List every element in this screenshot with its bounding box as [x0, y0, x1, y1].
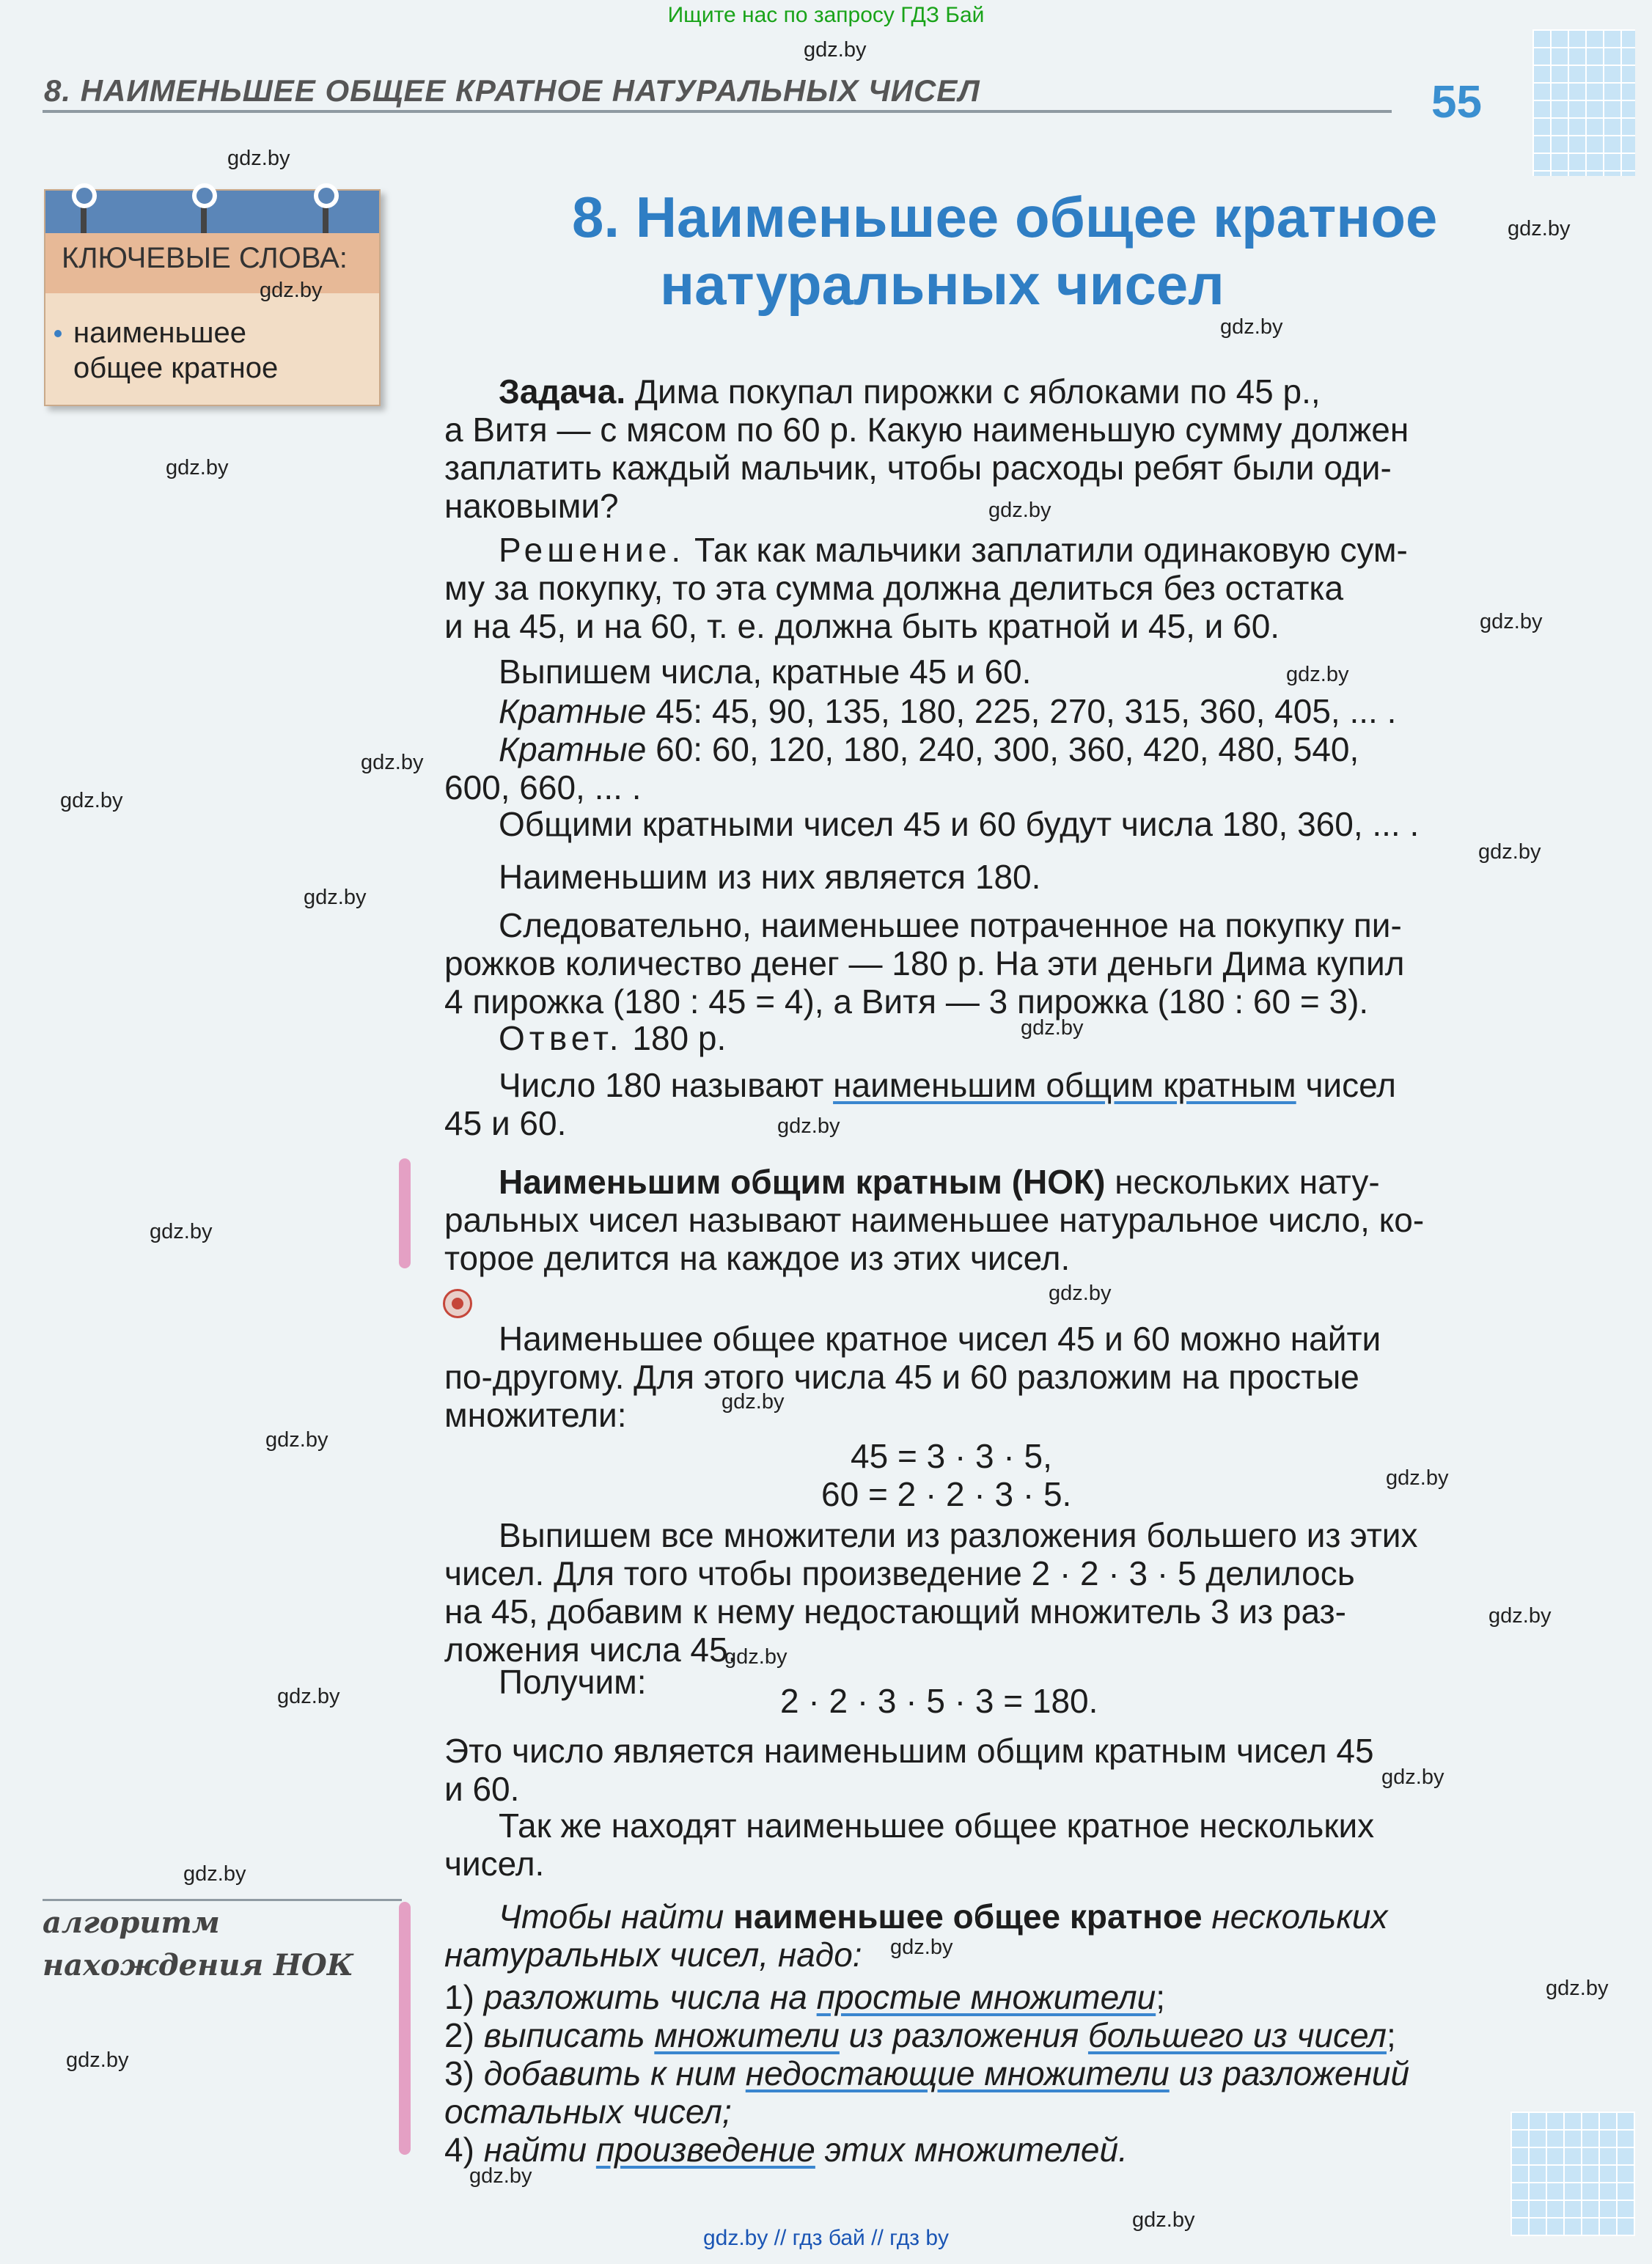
algorithm-rule	[43, 1899, 402, 1901]
watermark: gdz.by	[183, 1862, 246, 1886]
solution-line: Выпишем числа, кратные 45 и 60.	[499, 653, 1032, 691]
algorithm-intro: натуральных чисел, надо:	[444, 1936, 862, 1974]
result-line: чисел.	[444, 1845, 545, 1883]
conclusion-line: 4 пирожка (180 : 45 = 4), а Витя — 3 пирожка (180 : 60 = 3).	[444, 982, 1369, 1021]
definition-line: Наименьшим общим кратным (НОК) нескольких нату-	[499, 1163, 1380, 1201]
watermark: gdz.by	[988, 499, 1051, 522]
grid-decoration-bottom	[1510, 2112, 1635, 2236]
watermark: gdz.by	[1021, 1016, 1084, 1040]
bottom-banner[interactable]: gdz.by // гдз бай // гдз by	[702, 2226, 950, 2250]
watermark: gdz.by	[1386, 1466, 1449, 1490]
definition-marker	[399, 1158, 411, 1268]
top-banner: Ищите нас по запросу ГДЗ Бай	[667, 3, 985, 27]
watermark: gdz.by	[804, 38, 867, 62]
watermark: gdz.by	[777, 1114, 840, 1138]
result-line: и 60.	[444, 1770, 520, 1808]
watermark: gdz.by	[227, 147, 290, 170]
algorithm-step-2: 2) выписать множители из разложения большего из чисел;	[444, 2016, 1396, 2054]
watermark: gdz.by	[1220, 315, 1283, 339]
target-icon	[443, 1289, 472, 1318]
ring-icon	[192, 183, 217, 208]
definition-line: торое делится на каждое из этих чисел.	[444, 1239, 1071, 1277]
watermark: gdz.by	[1546, 1977, 1609, 2000]
task-line: Задача. Дима покупал пирожки с яблоками по 45 р.,	[499, 372, 1321, 411]
watermark: gdz.by	[469, 2164, 532, 2188]
definition-line: ральных чисел называют наименьшее натуральное число, ко-	[444, 1201, 1425, 1239]
multiples-60-cont: 600, 660, ... .	[444, 768, 642, 806]
watermark: gdz.by	[1381, 1765, 1444, 1789]
algorithm-marker	[399, 1902, 411, 2155]
solution-line: и на 45, и на 60, т. е. должна быть кратной и 45, и 60.	[444, 607, 1280, 645]
algorithm-step-3: 3) добавить к ним недостающие множители из разложений	[444, 2054, 1410, 2092]
bullet-icon	[54, 330, 62, 337]
method-line: на 45, добавим к нему недостающий множитель 3 из раз-	[444, 1592, 1346, 1631]
watermark: gdz.by	[304, 886, 367, 909]
solution-line: му за покупку, то эта сумма должна делиться без остатка	[444, 569, 1344, 607]
method-line: чисел. Для того чтобы произведение 2 · 2 · 3 · 5 делилось	[444, 1554, 1355, 1592]
factorization-60: 60 = 2 · 2 · 3 · 5.	[821, 1475, 1072, 1513]
watermark: gdz.by	[722, 1390, 785, 1414]
algorithm-step-3-cont: остальных чисел;	[444, 2092, 732, 2131]
named-line: Число 180 называют наименьшим общим кратным чисел	[499, 1066, 1397, 1104]
solution-line: Решение. Так как мальчики заплатили одинаковую сум-	[499, 531, 1408, 569]
watermark: gdz.by	[150, 1220, 213, 1243]
keywords-title: КЛЮЧЕВЫЕ СЛОВА:	[62, 242, 348, 274]
result-line: Так же находят наименьшее общее кратное нескольких	[499, 1807, 1375, 1845]
algorithm-label: алгоритм нахождения НОК	[43, 1905, 354, 1982]
multiples-45: Кратные 45: 45, 90, 135, 180, 225, 270, 315, 360, 405, ... .	[499, 692, 1397, 730]
header-rule	[43, 110, 1392, 113]
result-line: Это число является наименьшим общим кратным чисел 45	[444, 1732, 1374, 1770]
method-line: множители:	[444, 1396, 627, 1434]
page-number: 55	[1431, 77, 1482, 128]
ring-icon	[314, 183, 339, 208]
method-line: Выпишем все множители из разложения большего из этих	[499, 1516, 1418, 1554]
common-multiples: Общими кратными чисел 45 и 60 будут числа 180, 360, ... .	[499, 805, 1420, 843]
conclusion-line: рожков количество денег — 180 р. На эти деньги Дима купил	[444, 944, 1405, 982]
watermark: gdz.by	[277, 1685, 340, 1708]
algorithm-step-4: 4) найти произведение этих множителей.	[444, 2131, 1128, 2169]
task-line: а Витя — с мясом по 60 р. Какую наименьшую сумму должен	[444, 411, 1409, 449]
watermark: gdz.by	[1132, 2208, 1195, 2232]
factorization-45: 45 = 3 · 3 · 5,	[851, 1437, 1052, 1475]
chapter-title: 8. Наименьшее общее кратное натуральных чисел	[572, 185, 1438, 317]
watermark: gdz.by	[265, 1428, 328, 1452]
keyword-item: наименьшее общее кратное	[73, 317, 279, 384]
watermark: gdz.by	[890, 1936, 953, 1959]
watermark: gdz.by	[724, 1645, 788, 1669]
method-line: по-другому. Для этого числа 45 и 60 разложим на простые	[444, 1358, 1359, 1396]
grid-decoration-top	[1532, 29, 1635, 176]
keywords-box	[44, 189, 381, 406]
ring-icon	[72, 183, 97, 208]
watermark: gdz.by	[1480, 610, 1543, 633]
running-head: 8. НАИМЕНЬШЕЕ ОБЩЕЕ КРАТНОЕ НАТУРАЛЬНЫХ ЧИСЕЛ	[44, 73, 980, 108]
product-equation: 2 · 2 · 3 · 5 · 3 = 180.	[780, 1682, 1098, 1720]
watermark: gdz.by	[1488, 1604, 1552, 1628]
method-line: ложения числа 45.	[444, 1631, 738, 1669]
algorithm-intro: Чтобы найти наименьшее общее кратное нескольких	[499, 1897, 1388, 1936]
conclusion-line: Следовательно, наименьшее потраченное на покупку пи-	[499, 906, 1402, 944]
multiples-60: Кратные 60: 60, 120, 180, 240, 300, 360, 420, 480, 540,	[499, 730, 1359, 768]
watermark: gdz.by	[1049, 1282, 1112, 1305]
answer: Ответ. 180 р.	[499, 1019, 727, 1057]
watermark: gdz.by	[1508, 217, 1571, 240]
algorithm-step-1: 1) разложить числа на простые множители;	[444, 1978, 1165, 2016]
watermark: gdz.by	[260, 279, 323, 302]
watermark: gdz.by	[1286, 663, 1349, 686]
task-line: заплатить каждый мальчик, чтобы расходы ребят были оди-	[444, 449, 1392, 487]
method-line: Получим:	[499, 1663, 647, 1701]
method-line: Наименьшее общее кратное чисел 45 и 60 можно найти	[499, 1320, 1381, 1358]
watermark: gdz.by	[60, 789, 123, 812]
watermark: gdz.by	[1478, 840, 1541, 864]
named-line: 45 и 60.	[444, 1104, 567, 1142]
task-line: наковыми?	[444, 487, 619, 525]
watermark: gdz.by	[166, 456, 229, 479]
least-multiple: Наименьшим из них является 180.	[499, 858, 1041, 896]
watermark: gdz.by	[66, 2048, 129, 2072]
watermark: gdz.by	[361, 751, 424, 774]
